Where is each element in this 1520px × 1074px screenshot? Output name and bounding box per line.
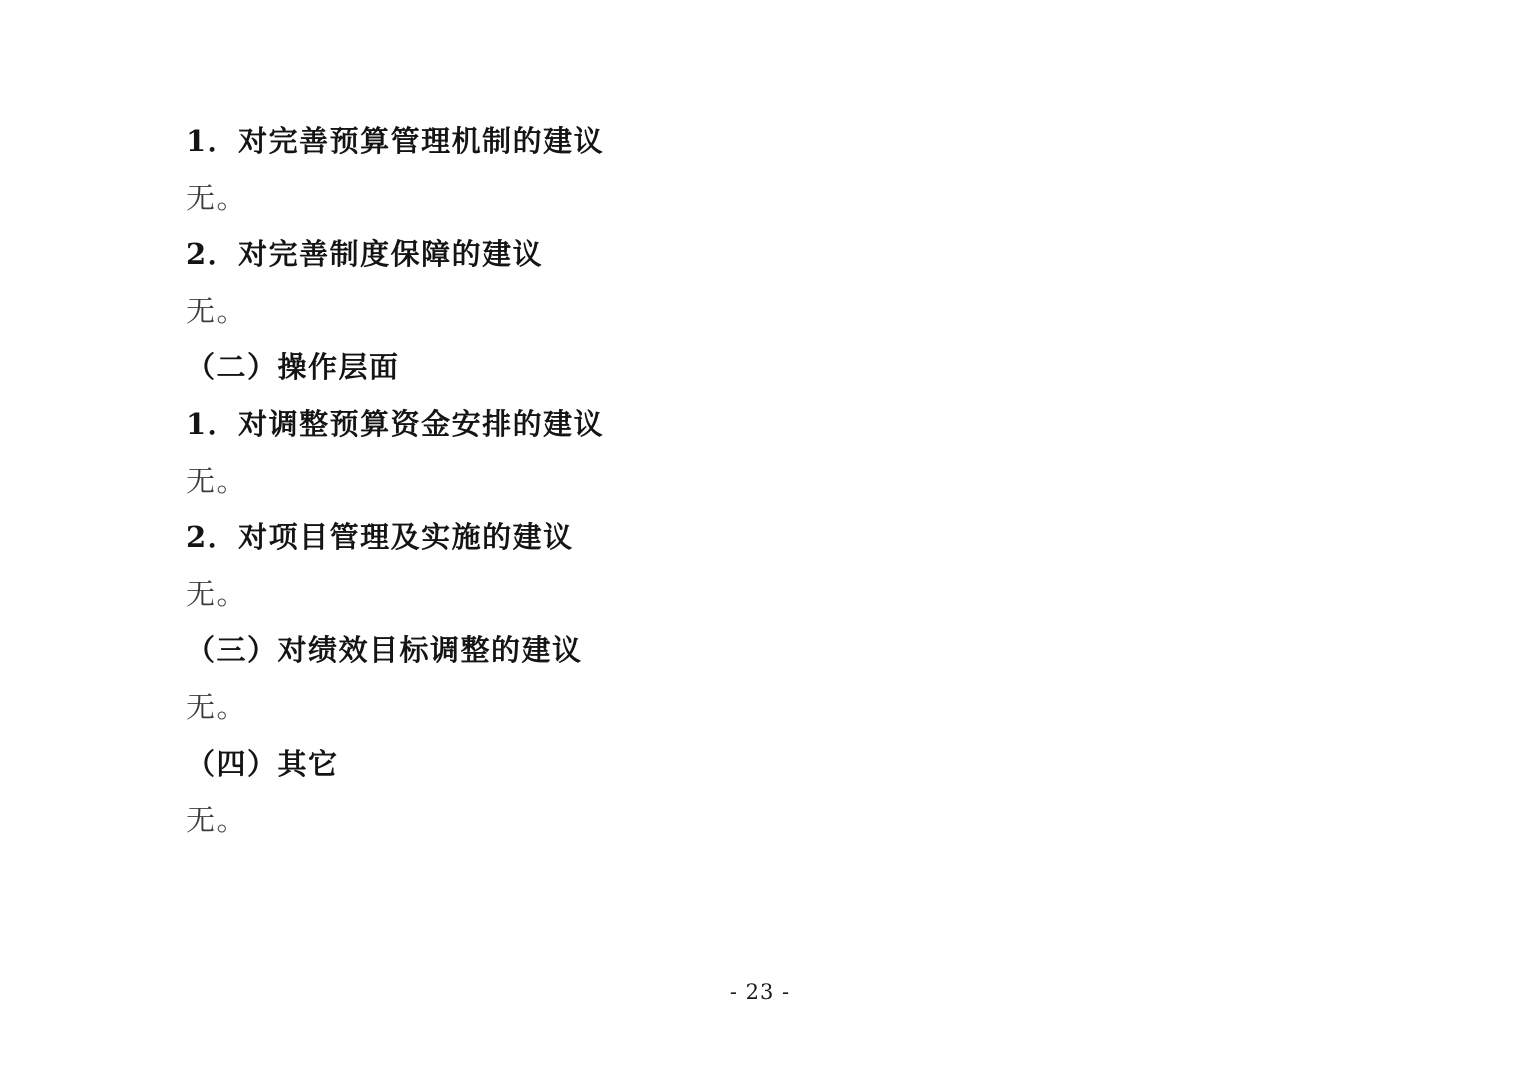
body-line: 无。 — [186, 803, 248, 838]
heading-line: （二）操作层面 — [186, 350, 400, 385]
heading-line: （三）对绩效目标调整的建议 — [186, 633, 583, 668]
heading-line: 2．对项目管理及实施的建议 — [186, 520, 574, 555]
body-line: 无。 — [186, 180, 248, 215]
page-number: - 23 - — [729, 980, 791, 1004]
document-body — [186, 113, 1420, 849]
body-line: 无。 — [186, 463, 248, 498]
body-line: 无。 — [186, 293, 248, 328]
body-line: 无。 — [186, 576, 248, 611]
heading-line: 1．对调整预算资金安排的建议 — [186, 406, 605, 441]
heading-line: 1．对完善预算管理机制的建议 — [186, 124, 605, 158]
heading-line: （四）其它 — [186, 746, 339, 781]
heading-line: 2．对完善制度保障的建议 — [186, 237, 544, 272]
body-line: 无。 — [186, 689, 248, 724]
